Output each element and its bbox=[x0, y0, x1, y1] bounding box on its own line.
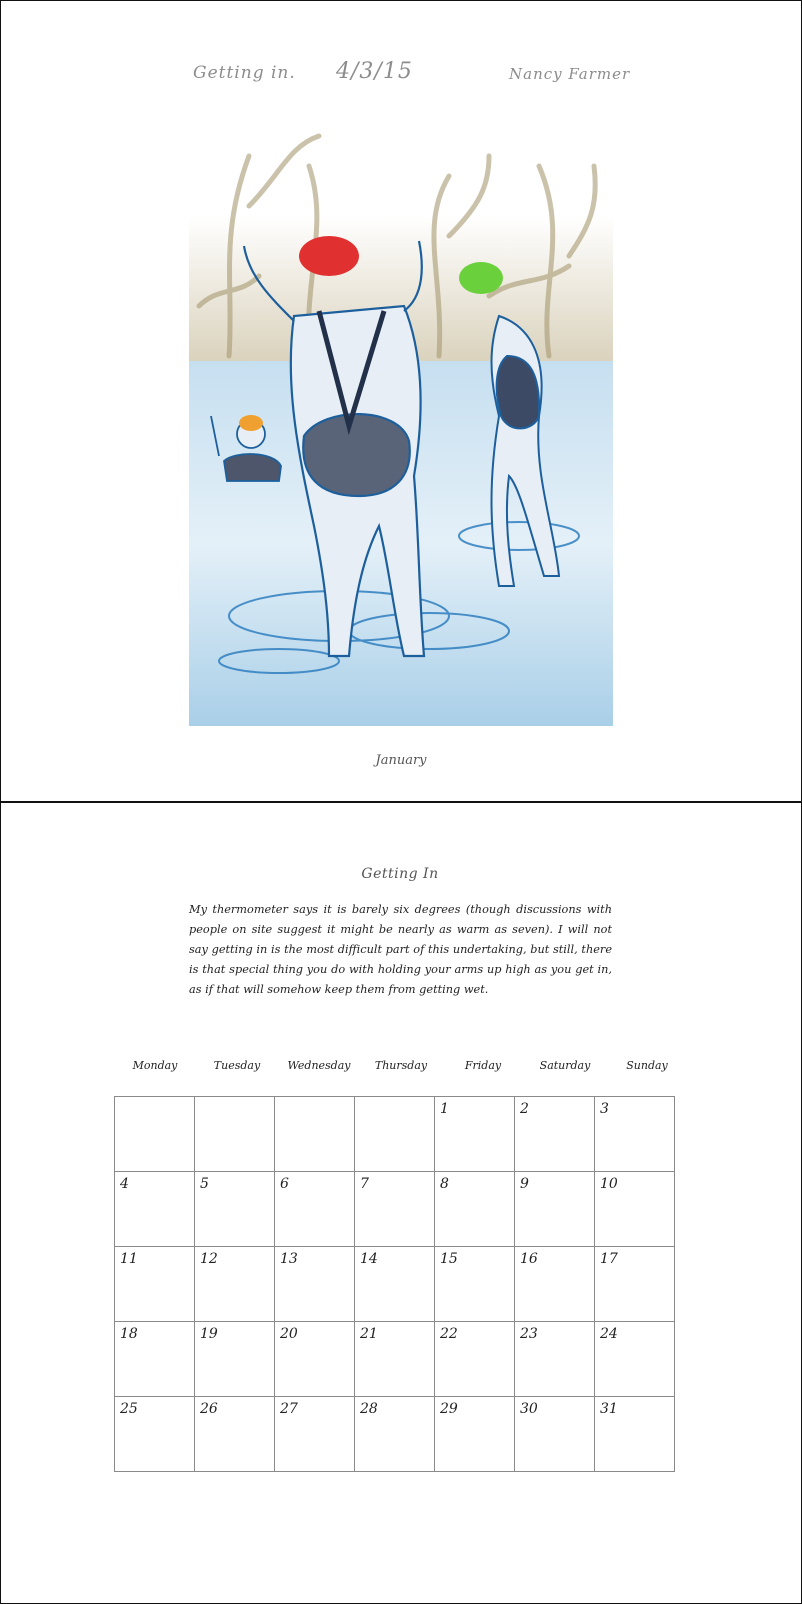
day-cell: 8 bbox=[435, 1172, 515, 1247]
calendar-grid bbox=[114, 1096, 675, 1472]
day-cell: 7 bbox=[355, 1172, 435, 1247]
day-cell: 6 bbox=[275, 1172, 355, 1247]
weekday-label: Monday bbox=[132, 1059, 178, 1072]
day-cell: 16 bbox=[515, 1247, 595, 1322]
weekday-label: Friday bbox=[464, 1059, 502, 1072]
swimmers-sketch bbox=[189, 56, 613, 726]
day-cell: 29 bbox=[435, 1397, 515, 1472]
week-row bbox=[115, 1397, 675, 1472]
swimmers-illustration bbox=[189, 56, 613, 726]
weekday-label: Thursday bbox=[374, 1059, 428, 1072]
day-cell: 18 bbox=[115, 1322, 195, 1397]
day-cell: 28 bbox=[355, 1397, 435, 1472]
day-cell: 17 bbox=[595, 1247, 675, 1322]
day-cell: 11 bbox=[115, 1247, 195, 1322]
week-row bbox=[115, 1247, 675, 1322]
handwritten-caption: Getting in. bbox=[193, 63, 296, 83]
description-text: My thermometer says it is barely six degrees (though discussions with people on site suggest it might be nearly as warm as seven). I will not say getting in is the most difficult part of this undertaking, but still, there is that special thing you do with holding your arms up high as you get in, as if that will somehow keep them from getting wet. bbox=[189, 903, 612, 996]
day-cell bbox=[275, 1097, 355, 1172]
red-swim-cap bbox=[299, 236, 359, 276]
day-cell: 24 bbox=[595, 1322, 675, 1397]
week-row bbox=[115, 1172, 675, 1247]
day-cell: 21 bbox=[355, 1322, 435, 1397]
weekday-label: Sunday bbox=[626, 1059, 668, 1072]
signature: Nancy Farmer bbox=[509, 65, 631, 83]
day-cell: 2 bbox=[515, 1097, 595, 1172]
day-cell: 5 bbox=[195, 1172, 275, 1247]
weekday-label: Saturday bbox=[539, 1059, 591, 1072]
day-cell: 23 bbox=[515, 1322, 595, 1397]
day-cell: 30 bbox=[515, 1397, 595, 1472]
handwritten-date: 4/3/15 bbox=[336, 59, 413, 84]
page-title: Getting In bbox=[361, 866, 439, 882]
day-cell: 14 bbox=[355, 1247, 435, 1322]
day-cell: 26 bbox=[195, 1397, 275, 1472]
weekday-label: Tuesday bbox=[213, 1059, 261, 1072]
month-label: January bbox=[375, 753, 427, 768]
green-swim-cap bbox=[459, 262, 503, 294]
week-row bbox=[115, 1322, 675, 1397]
day-cell: 27 bbox=[275, 1397, 355, 1472]
day-cell: 4 bbox=[115, 1172, 195, 1247]
day-cell: 31 bbox=[595, 1397, 675, 1472]
weekday-label: Wednesday bbox=[287, 1059, 351, 1072]
day-cell: 20 bbox=[275, 1322, 355, 1397]
day-cell: 19 bbox=[195, 1322, 275, 1397]
day-cell bbox=[195, 1097, 275, 1172]
day-cell: 12 bbox=[195, 1247, 275, 1322]
day-cell: 15 bbox=[435, 1247, 515, 1322]
day-cell: 22 bbox=[435, 1322, 515, 1397]
week-row bbox=[115, 1097, 675, 1172]
day-cell: 1 bbox=[435, 1097, 515, 1172]
day-cell bbox=[355, 1097, 435, 1172]
day-cell: 25 bbox=[115, 1397, 195, 1472]
day-cell: 10 bbox=[595, 1172, 675, 1247]
day-cell: 3 bbox=[595, 1097, 675, 1172]
day-cell bbox=[115, 1097, 195, 1172]
day-cell: 9 bbox=[515, 1172, 595, 1247]
day-cell: 13 bbox=[275, 1247, 355, 1322]
orange-swim-cap bbox=[239, 415, 263, 431]
